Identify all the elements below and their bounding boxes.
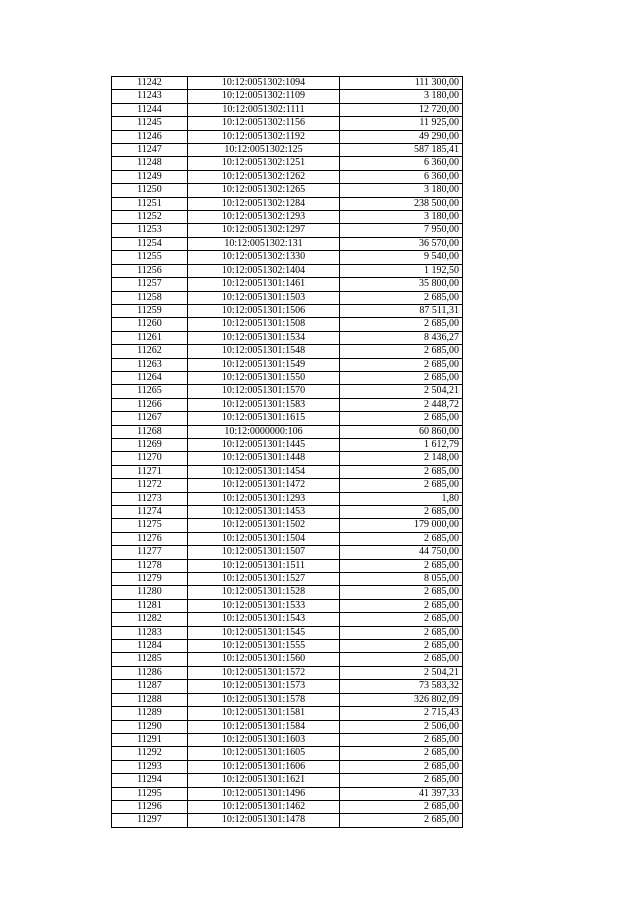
table-row (112, 358, 463, 371)
cadastral-number-cell: 10:12:0051301:1478 (188, 814, 340, 827)
value-cell: 326 802,09 (340, 693, 463, 706)
row-number-cell: 11263 (112, 358, 188, 371)
cadastral-number-cell: 10:12:0051301:1605 (188, 747, 340, 760)
table-row (112, 331, 463, 344)
row-number-cell: 11291 (112, 733, 188, 746)
row-number-cell: 11257 (112, 278, 188, 291)
row-number-cell: 11258 (112, 291, 188, 304)
value-cell: 2 685,00 (340, 613, 463, 626)
value-cell: 11 925,00 (340, 117, 463, 130)
cadastral-number-cell: 10:12:0051302:131 (188, 237, 340, 250)
row-number-cell: 11277 (112, 546, 188, 559)
document-page (111, 76, 462, 828)
cadastral-number-cell: 10:12:0051301:1506 (188, 304, 340, 317)
table-row (112, 747, 463, 760)
value-cell: 41 397,33 (340, 787, 463, 800)
value-cell: 2 148,00 (340, 452, 463, 465)
row-number-cell: 11286 (112, 666, 188, 679)
row-number-cell: 11255 (112, 251, 188, 264)
row-number-cell: 11280 (112, 586, 188, 599)
value-cell: 2 685,00 (340, 640, 463, 653)
table-row (112, 184, 463, 197)
value-cell: 1 192,50 (340, 264, 463, 277)
row-number-cell: 11273 (112, 492, 188, 505)
cadastral-number-cell: 10:12:0051302:1293 (188, 211, 340, 224)
cadastral-number-cell: 10:12:0051301:1496 (188, 787, 340, 800)
cadastral-number-cell: 10:12:0051301:1555 (188, 640, 340, 653)
value-cell: 587 185,41 (340, 144, 463, 157)
table-row (112, 653, 463, 666)
cadastral-number-cell: 10:12:0051301:1615 (188, 412, 340, 425)
value-cell: 2 685,00 (340, 358, 463, 371)
row-number-cell: 11245 (112, 117, 188, 130)
cadastral-number-cell: 10:12:0051301:1549 (188, 358, 340, 371)
cadastral-number-cell: 10:12:0051302:1111 (188, 103, 340, 116)
table-row (112, 559, 463, 572)
table-row (112, 613, 463, 626)
cadastral-number-cell: 10:12:0051302:1404 (188, 264, 340, 277)
table-row (112, 452, 463, 465)
table-row (112, 90, 463, 103)
table-row (112, 318, 463, 331)
cadastral-number-cell: 10:12:0051301:1445 (188, 438, 340, 451)
row-number-cell: 11276 (112, 532, 188, 545)
cadastral-number-cell: 10:12:0051301:1581 (188, 707, 340, 720)
cadastral-number-cell: 10:12:0051301:1548 (188, 345, 340, 358)
value-cell: 2 685,00 (340, 626, 463, 639)
table-row (112, 760, 463, 773)
row-number-cell: 11266 (112, 398, 188, 411)
table-row (112, 506, 463, 519)
table-row (112, 117, 463, 130)
row-number-cell: 11295 (112, 787, 188, 800)
cadastral-number-cell: 10:12:0051302:1192 (188, 130, 340, 143)
cadastral-number-cell: 10:12:0051301:1462 (188, 800, 340, 813)
value-cell: 2 685,00 (340, 774, 463, 787)
row-number-cell: 11275 (112, 519, 188, 532)
table-row (112, 197, 463, 210)
value-cell: 6 360,00 (340, 157, 463, 170)
cadastral-number-cell: 10:12:0051302:1109 (188, 90, 340, 103)
cadastral-number-cell: 10:12:0051302:1330 (188, 251, 340, 264)
row-number-cell: 11293 (112, 760, 188, 773)
value-cell: 60 860,00 (340, 425, 463, 438)
row-number-cell: 11259 (112, 304, 188, 317)
value-cell: 2 685,00 (340, 599, 463, 612)
table-row (112, 492, 463, 505)
row-number-cell: 11278 (112, 559, 188, 572)
cadastral-number-cell: 10:12:0051301:1570 (188, 385, 340, 398)
cadastral-number-cell: 10:12:0051301:1504 (188, 532, 340, 545)
table-row (112, 707, 463, 720)
row-number-cell: 11264 (112, 371, 188, 384)
row-number-cell: 11285 (112, 653, 188, 666)
table-row (112, 278, 463, 291)
table-row (112, 237, 463, 250)
row-number-cell: 11244 (112, 103, 188, 116)
table-row (112, 546, 463, 559)
table-row (112, 170, 463, 183)
table-row (112, 774, 463, 787)
value-cell: 3 180,00 (340, 184, 463, 197)
table-row (112, 814, 463, 827)
row-number-cell: 11270 (112, 452, 188, 465)
value-cell: 2 685,00 (340, 532, 463, 545)
value-cell: 2 685,00 (340, 506, 463, 519)
value-cell: 2 685,00 (340, 345, 463, 358)
row-number-cell: 11250 (112, 184, 188, 197)
row-number-cell: 11265 (112, 385, 188, 398)
row-number-cell: 11292 (112, 747, 188, 760)
value-cell: 2 685,00 (340, 733, 463, 746)
table-row (112, 291, 463, 304)
value-cell: 2 685,00 (340, 653, 463, 666)
cadastral-number-cell: 10:12:0051301:1502 (188, 519, 340, 532)
value-cell: 3 180,00 (340, 90, 463, 103)
value-cell: 36 570,00 (340, 237, 463, 250)
value-cell: 2 685,00 (340, 318, 463, 331)
row-number-cell: 11242 (112, 77, 188, 90)
value-cell: 87 511,31 (340, 304, 463, 317)
cadastral-number-cell: 10:12:0051301:1584 (188, 720, 340, 733)
table-row (112, 787, 463, 800)
table-row (112, 345, 463, 358)
row-number-cell: 11290 (112, 720, 188, 733)
cadastral-number-cell: 10:12:0051301:1603 (188, 733, 340, 746)
row-number-cell: 11288 (112, 693, 188, 706)
cadastral-number-cell: 10:12:0051301:1606 (188, 760, 340, 773)
value-cell: 2 685,00 (340, 291, 463, 304)
table-row (112, 640, 463, 653)
cadastral-number-cell: 10:12:0051302:1262 (188, 170, 340, 183)
value-cell: 6 360,00 (340, 170, 463, 183)
table-row (112, 733, 463, 746)
value-cell: 44 750,00 (340, 546, 463, 559)
table-row (112, 666, 463, 679)
row-number-cell: 11267 (112, 412, 188, 425)
value-cell: 8 436,27 (340, 331, 463, 344)
cadastral-value-table (111, 76, 463, 828)
row-number-cell: 11246 (112, 130, 188, 143)
table-row (112, 800, 463, 813)
table-row (112, 77, 463, 90)
row-number-cell: 11252 (112, 211, 188, 224)
cadastral-number-cell: 10:12:0051302:1297 (188, 224, 340, 237)
value-cell: 2 685,00 (340, 800, 463, 813)
cadastral-number-cell: 10:12:0051301:1533 (188, 599, 340, 612)
row-number-cell: 11261 (112, 331, 188, 344)
value-cell: 73 583,32 (340, 680, 463, 693)
row-number-cell: 11262 (112, 345, 188, 358)
value-cell: 111 300,00 (340, 77, 463, 90)
value-cell: 238 500,00 (340, 197, 463, 210)
cadastral-number-cell: 10:12:0000000:106 (188, 425, 340, 438)
table-row (112, 398, 463, 411)
value-cell: 35 800,00 (340, 278, 463, 291)
cadastral-number-cell: 10:12:0051301:1527 (188, 573, 340, 586)
row-number-cell: 11296 (112, 800, 188, 813)
table-row (112, 264, 463, 277)
value-cell: 1 612,79 (340, 438, 463, 451)
value-cell: 2 685,00 (340, 465, 463, 478)
row-number-cell: 11256 (112, 264, 188, 277)
row-number-cell: 11249 (112, 170, 188, 183)
row-number-cell: 11247 (112, 144, 188, 157)
row-number-cell: 11269 (112, 438, 188, 451)
value-cell: 2 685,00 (340, 371, 463, 384)
cadastral-number-cell: 10:12:0051302:1094 (188, 77, 340, 90)
value-cell: 2 685,00 (340, 412, 463, 425)
row-number-cell: 11281 (112, 599, 188, 612)
row-number-cell: 11282 (112, 613, 188, 626)
row-number-cell: 11274 (112, 506, 188, 519)
table-row (112, 224, 463, 237)
table-row (112, 693, 463, 706)
value-cell: 2 685,00 (340, 760, 463, 773)
row-number-cell: 11268 (112, 425, 188, 438)
row-number-cell: 11254 (112, 237, 188, 250)
value-cell: 2 685,00 (340, 586, 463, 599)
cadastral-number-cell: 10:12:0051301:1508 (188, 318, 340, 331)
table-row (112, 251, 463, 264)
table-row (112, 532, 463, 545)
cadastral-number-cell: 10:12:0051301:1472 (188, 479, 340, 492)
cadastral-number-cell: 10:12:0051301:1528 (188, 586, 340, 599)
value-cell: 8 055,00 (340, 573, 463, 586)
cadastral-number-cell: 10:12:0051301:1545 (188, 626, 340, 639)
table-row (112, 144, 463, 157)
cadastral-number-cell: 10:12:0051301:1583 (188, 398, 340, 411)
row-number-cell: 11294 (112, 774, 188, 787)
table-row (112, 586, 463, 599)
row-number-cell: 11260 (112, 318, 188, 331)
cadastral-number-cell: 10:12:0051301:1454 (188, 465, 340, 478)
table-row (112, 103, 463, 116)
table-row (112, 438, 463, 451)
table-row (112, 680, 463, 693)
cadastral-number-cell: 10:12:0051301:1543 (188, 613, 340, 626)
value-cell: 2 506,00 (340, 720, 463, 733)
table-row (112, 519, 463, 532)
cadastral-number-cell: 10:12:0051301:1534 (188, 331, 340, 344)
value-cell: 2 685,00 (340, 747, 463, 760)
value-cell: 1,80 (340, 492, 463, 505)
table-row (112, 211, 463, 224)
cadastral-number-cell: 10:12:0051301:1560 (188, 653, 340, 666)
cadastral-number-cell: 10:12:0051301:1507 (188, 546, 340, 559)
table-row (112, 599, 463, 612)
table-row (112, 425, 463, 438)
cadastral-number-cell: 10:12:0051301:1572 (188, 666, 340, 679)
cadastral-number-cell: 10:12:0051302:1156 (188, 117, 340, 130)
value-cell: 3 180,00 (340, 211, 463, 224)
cadastral-number-cell: 10:12:0051301:1573 (188, 680, 340, 693)
row-number-cell: 11279 (112, 573, 188, 586)
row-number-cell: 11271 (112, 465, 188, 478)
table-row (112, 371, 463, 384)
cadastral-number-cell: 10:12:0051301:1511 (188, 559, 340, 572)
row-number-cell: 11251 (112, 197, 188, 210)
cadastral-number-cell: 10:12:0051302:1251 (188, 157, 340, 170)
cadastral-number-cell: 10:12:0051301:1550 (188, 371, 340, 384)
row-number-cell: 11272 (112, 479, 188, 492)
cadastral-number-cell: 10:12:0051302:1265 (188, 184, 340, 197)
cadastral-number-cell: 10:12:0051301:1293 (188, 492, 340, 505)
value-cell: 12 720,00 (340, 103, 463, 116)
value-cell: 2 685,00 (340, 559, 463, 572)
row-number-cell: 11253 (112, 224, 188, 237)
cadastral-number-cell: 10:12:0051301:1503 (188, 291, 340, 304)
row-number-cell: 11284 (112, 640, 188, 653)
cadastral-number-cell: 10:12:0051301:1453 (188, 506, 340, 519)
row-number-cell: 11283 (112, 626, 188, 639)
value-cell: 2 504,21 (340, 666, 463, 679)
cadastral-number-cell: 10:12:0051301:1448 (188, 452, 340, 465)
row-number-cell: 11287 (112, 680, 188, 693)
value-cell: 9 540,00 (340, 251, 463, 264)
table-row (112, 412, 463, 425)
value-cell: 2 685,00 (340, 814, 463, 827)
value-cell: 49 290,00 (340, 130, 463, 143)
table-row (112, 626, 463, 639)
table-row (112, 385, 463, 398)
table-row (112, 479, 463, 492)
table-row (112, 573, 463, 586)
row-number-cell: 11297 (112, 814, 188, 827)
value-cell: 2 504,21 (340, 385, 463, 398)
table-row (112, 157, 463, 170)
row-number-cell: 11248 (112, 157, 188, 170)
table-row (112, 720, 463, 733)
value-cell: 179 000,00 (340, 519, 463, 532)
table-row (112, 465, 463, 478)
value-cell: 7 950,00 (340, 224, 463, 237)
table-body (112, 77, 463, 828)
cadastral-number-cell: 10:12:0051301:1578 (188, 693, 340, 706)
table-row (112, 304, 463, 317)
cadastral-number-cell: 10:12:0051302:1284 (188, 197, 340, 210)
cadastral-number-cell: 10:12:0051301:1621 (188, 774, 340, 787)
cadastral-number-cell: 10:12:0051302:125 (188, 144, 340, 157)
cadastral-number-cell: 10:12:0051301:1461 (188, 278, 340, 291)
row-number-cell: 11289 (112, 707, 188, 720)
value-cell: 2 685,00 (340, 479, 463, 492)
row-number-cell: 11243 (112, 90, 188, 103)
value-cell: 2 715,43 (340, 707, 463, 720)
table-row (112, 130, 463, 143)
value-cell: 2 448,72 (340, 398, 463, 411)
